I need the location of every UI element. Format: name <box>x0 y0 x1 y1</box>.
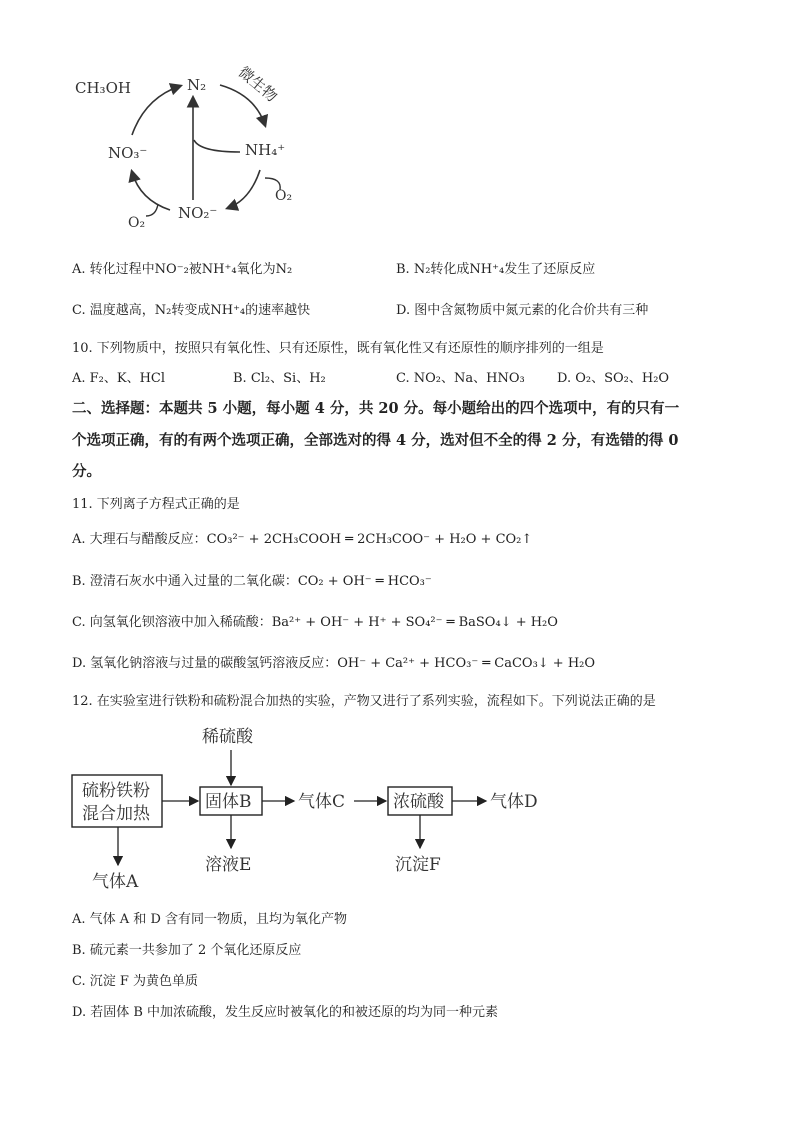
label-gas-c: 气体C <box>298 792 346 812</box>
q12-option-a: A. 气体 A 和 D 含有同一物质，且均为氧化产物 <box>72 912 347 927</box>
q10-option-a: A. F₂、K、HCl <box>72 371 166 386</box>
q12-option-d: D. 若固体 B 中加浓硫酸，发生反应时被氧化的和被还原的均为同一种元素 <box>72 1005 499 1020</box>
arrow-no3-to-n2 <box>132 86 180 135</box>
box2-label: 固体B <box>205 792 252 812</box>
arrow-nh4-to-no2 <box>228 170 260 208</box>
nitrogen-cycle-diagram <box>60 60 320 245</box>
q11-stem: 11. 下列离子方程式正确的是 <box>72 497 240 512</box>
option-text: 图中含氮物质中氮元素的化合价共有三种 <box>414 303 649 318</box>
q12-stem: 12. 在实验室进行铁粉和硫粉混合加热的实验，产物又进行了系列实验，流程如下。下列说法正确的是 <box>72 694 656 709</box>
option-text: 转化过程中NO⁻₂被NH⁺₄氧化为N₂ <box>89 262 293 277</box>
o2-tick-left <box>146 204 158 216</box>
label-n2: N₂ <box>187 76 207 94</box>
arrow-no2-to-no3 <box>132 172 170 210</box>
label-ch3oh: CH₃OH <box>75 79 131 97</box>
q10-stem: 10. 下列物质中，按照只有氧化性、只有还原性，既有氧化性又有还原性的顺序排列的一组是 <box>72 341 604 356</box>
option-label: A. <box>72 262 86 277</box>
label-no3: NO₃⁻ <box>108 144 148 162</box>
option-label: D. <box>396 303 411 318</box>
label-o2-right: O₂ <box>275 188 293 204</box>
option-label: C. <box>72 303 86 318</box>
label-solution-e: 溶液E <box>205 855 252 875</box>
q11-option-a: A. 大理石与醋酸反应：CO₃²⁻ + 2CH₃COOH ═ 2CH₃COO⁻ + H₂O + CO₂↑ <box>72 532 533 547</box>
box1-line1: 硫粉铁粉 <box>82 781 150 801</box>
q11-option-d: D. 氢氧化钠溶液与过量的碳酸氢钙溶液反应：OH⁻ + Ca²⁺ + HCO₃⁻ ═ CaCO₃↓ + H₂O <box>72 656 596 671</box>
label-nh4: NH₄⁺ <box>245 141 286 159</box>
label-dilute-sulfuric: 稀硫酸 <box>202 727 253 747</box>
q12-option-c: C. 沉淀 F 为黄色单质 <box>72 974 199 989</box>
label-no2: NO₂⁻ <box>178 204 218 222</box>
q9-option-a <box>72 261 292 279</box>
q10-option-c: C. NO₂、Na、HNO₃ <box>396 371 525 386</box>
label-gas-a: 气体A <box>92 872 139 892</box>
arrow-nh4-merge <box>194 140 240 152</box>
box1-line2: 混合加热 <box>82 804 150 824</box>
q9-option-d <box>396 302 648 320</box>
section2-line3: 分。 <box>72 463 101 480</box>
label-o2-left: O₂ <box>128 215 146 231</box>
option-text: 温度越高，N₂转变成NH⁺₄的速率越快 <box>89 303 311 318</box>
q12-flowchart <box>60 720 560 895</box>
q10-option-b: B. Cl₂、Si、H₂ <box>233 371 326 386</box>
option-text: N₂转化成NH⁺₄发生了还原反应 <box>413 262 596 277</box>
q11-option-b: B. 澄清石灰水中通入过量的二氧化碳：CO₂ + OH⁻ ═ HCO₃⁻ <box>72 574 432 589</box>
label-precip-f: 沉淀F <box>395 855 441 875</box>
q9-option-b <box>396 261 595 279</box>
label-gas-d: 气体D <box>490 792 538 812</box>
q10-option-d: D. O₂、SO₂、H₂O <box>557 371 670 386</box>
option-label: B. <box>396 262 410 277</box>
q11-option-c: C. 向氢氧化钡溶液中加入稀硫酸：Ba²⁺ + OH⁻ + H⁺ + SO₄²⁻ ═ BaSO₄↓ + H₂O <box>72 615 558 630</box>
q9-option-c <box>72 302 310 320</box>
box3-label: 浓硫酸 <box>393 792 444 812</box>
section2-line2: 个选项正确，有的有两个选项正确，全部选对的得 4 分，选对但不全的得 2 分，有选错的得 0 <box>72 432 679 449</box>
section2-line1: 二、选择题：本题共 5 小题，每小题 4 分，共 20 分。每小题给出的四个选项中，有的只有一 <box>72 400 680 417</box>
label-microbe: 微生物 <box>234 62 281 106</box>
q12-option-b: B. 硫元素一共参加了 2 个氧化还原反应 <box>72 943 302 958</box>
